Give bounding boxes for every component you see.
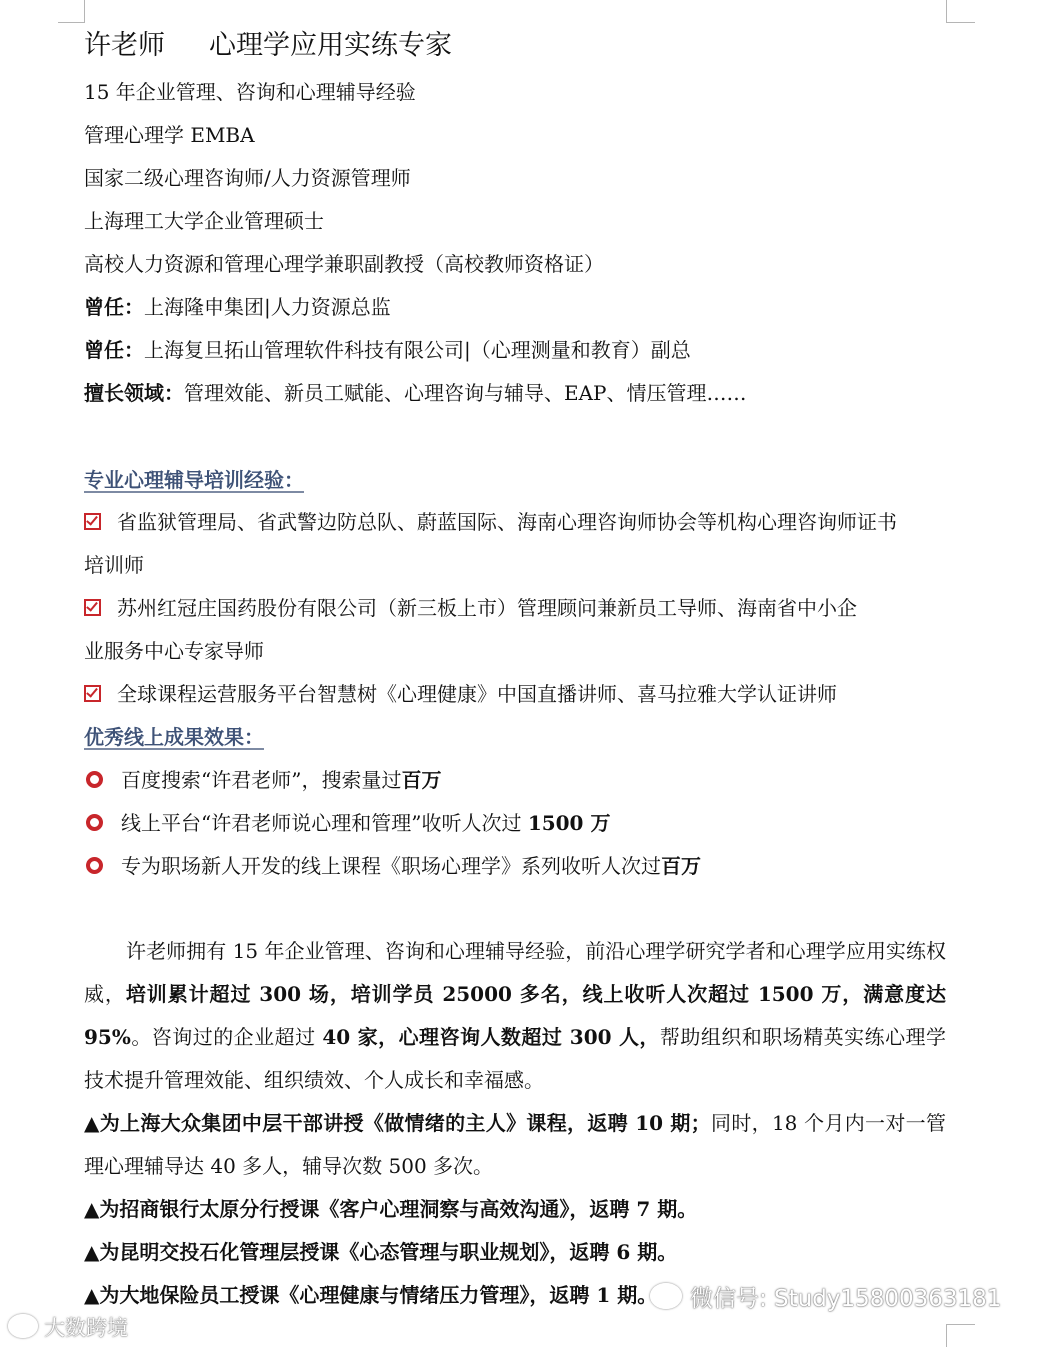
result-text: 线上平台“许君老师说心理和管理”收听人次过 — [121, 811, 528, 835]
checkbox-icon — [84, 599, 101, 616]
training-heading: 专业心理辅导培训经验： — [84, 468, 304, 492]
teacher-title: 心理学应用实练专家 — [209, 30, 452, 61]
case-bold: ▲为大地保险员工授课《心理健康与情绪压力管理》，返聘 1 期。 — [84, 1283, 658, 1307]
profile-line: 国家二级心理咨询师/人力资源管理师 — [84, 166, 411, 190]
case-text: 同时，18 个月内一对一管理心理辅导达 40 多人，辅导次数 500 多次。 — [84, 1111, 946, 1178]
profile-line: 管理心理学 EMBA — [84, 123, 255, 147]
result-text: 百度搜索“许君老师”，搜索量过 — [121, 768, 402, 792]
profile-line: 高校人力资源和管理心理学兼职副教授（高校教师资格证） — [84, 252, 604, 276]
training-item-cont: 培训师 — [84, 553, 144, 577]
former-text: 上海复旦拓山管理软件科技有限公司|（心理测量和教育）副总 — [144, 338, 691, 362]
summary-paragraph — [84, 930, 946, 1102]
result-highlight: 百万 — [661, 854, 701, 878]
summary-text: 帮助组织和职场精英实练心理学技术提升管理效能、组织绩效、个人成长和幸福感。 — [84, 1025, 947, 1092]
training-item-text: 全球课程运营服务平台智慧树《心理健康》中国直播讲师、喜马拉雅大学认证讲师 — [117, 682, 837, 706]
watermark-left — [8, 1312, 128, 1342]
result-item — [84, 809, 610, 837]
case-item — [84, 1102, 946, 1188]
summary-bold: 40 家，心理咨询人数超过 300 人， — [322, 1025, 660, 1049]
result-highlight: 百万 — [401, 768, 442, 792]
training-item — [84, 594, 857, 622]
former-label: 曾任： — [84, 338, 144, 362]
result-highlight: 1500 万 — [527, 811, 611, 835]
training-item — [84, 680, 837, 708]
former-text: 上海隆申集团|人力资源总监 — [144, 295, 391, 319]
former-label: 曾任： — [84, 295, 144, 319]
expertise-label: 擅长领域： — [84, 381, 184, 405]
checkbox-icon — [84, 513, 101, 530]
page-title — [84, 28, 452, 64]
training-item-text: 苏州红冠庄国药股份有限公司（新三板上市）管理顾问兼新员工导师、海南省中小企 — [117, 596, 857, 620]
case-item — [84, 1231, 946, 1274]
former-position-1 — [84, 293, 391, 321]
result-item — [84, 766, 441, 794]
watermark-right-text: 微信号: Study15800363181 — [690, 1286, 1002, 1312]
crop-mark-top-right — [946, 0, 975, 23]
expertise-line — [84, 379, 747, 407]
summary-bold: 培训累计超过 300 场，培训学员 25000 多名，线上收听人次超过 1500 万，满意度达 95% — [84, 982, 947, 1049]
teacher-name: 许老师 — [84, 30, 165, 61]
crop-mark-top-left — [58, 0, 85, 23]
profile-line: 上海理工大学企业管理硕士 — [84, 209, 324, 233]
training-item-cont: 业服务中心专家导师 — [84, 639, 264, 663]
wechat-logo-icon — [650, 1283, 682, 1309]
result-item — [84, 852, 701, 880]
watermark-logo-icon — [8, 1314, 38, 1338]
training-item — [84, 508, 897, 536]
training-item-text: 省监狱管理局、省武警边防总队、蔚蓝国际、海南心理咨询师协会等机构心理咨询师证书 — [117, 510, 897, 534]
bullet-ring-icon — [86, 771, 103, 788]
expertise-text: 管理效能、新员工赋能、心理咨询与辅导、EAP、情压管理…… — [184, 381, 747, 405]
bullet-ring-icon — [86, 814, 103, 831]
former-position-2 — [84, 336, 691, 364]
profile-line: 15 年企业管理、咨询和心理辅导经验 — [84, 80, 416, 104]
case-bold: ▲为上海大众集团中层干部讲授《做情绪的主人》课程，返聘 10 期； — [84, 1111, 711, 1135]
crop-mark-bottom-right — [946, 1324, 975, 1347]
summary-text: 许老师拥有 15 年企业管理、咨询和心理辅导经验，前沿心理学研究学者和心理学应用实练权威， — [84, 939, 946, 1006]
case-bold: ▲为招商银行太原分行授课《客户心理洞察与高效沟通》，返聘 7 期。 — [84, 1197, 698, 1221]
bullet-ring-icon — [86, 857, 103, 874]
results-heading: 优秀线上成果效果： — [84, 725, 264, 749]
result-text: 专为职场新人开发的线上课程《职场心理学》系列收听人次过 — [121, 854, 661, 878]
summary-text: 。咨询过的企业超过 — [130, 1025, 323, 1049]
watermark-left-text: 大数跨境 — [44, 1316, 128, 1340]
case-bold: ▲为昆明交投石化管理层授课《心态管理与职业规划》，返聘 6 期。 — [84, 1240, 678, 1264]
checkbox-icon — [84, 685, 101, 702]
case-item — [84, 1188, 946, 1231]
watermark-right — [650, 1280, 1001, 1313]
